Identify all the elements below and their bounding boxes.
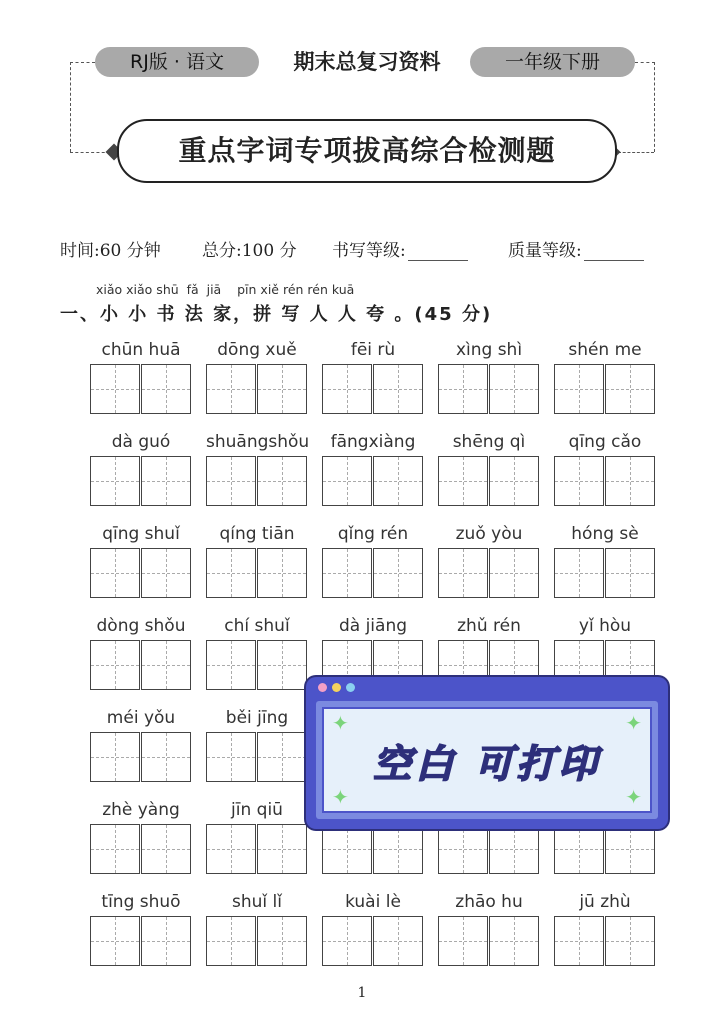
page-title: 重点字词专项拔高综合检测题 [117,119,617,183]
writing-cell[interactable] [90,824,140,874]
total-score-label: 总分:100 分 [202,241,297,261]
pinyin-label: hóng sè [571,524,639,544]
pinyin-label: shēng qì [452,432,526,452]
writing-cell[interactable] [554,548,604,598]
writing-grade [332,236,468,261]
dot-icon [332,683,341,692]
writing-cell[interactable] [206,364,256,414]
writing-cell[interactable] [90,456,140,506]
connector-line [70,62,71,152]
dot-icon [318,683,327,692]
dot-icon [346,683,355,692]
sparkle-icon: ✦ [332,785,349,809]
writing-cell[interactable] [322,548,372,598]
writing-cell[interactable] [554,916,604,966]
pinyin-label: qīng cǎo [568,432,642,452]
sparkle-icon: ✦ [625,785,642,809]
writing-cell[interactable] [257,364,307,414]
writing-cell[interactable] [322,364,372,414]
writing-cell[interactable] [90,916,140,966]
writing-cell[interactable] [605,916,655,966]
writing-cell[interactable] [605,824,655,874]
writing-cell[interactable] [438,824,488,874]
pinyin-label: fāngxiàng [330,432,416,452]
writing-cell[interactable] [257,732,307,782]
sparkle-icon: ✦ [625,711,642,735]
pinyin-label: xìng shì [455,340,523,360]
writing-cell[interactable] [489,916,539,966]
pinyin-label: shén me [568,340,642,360]
writing-cell[interactable] [438,548,488,598]
pinyin-label: qǐng rén [337,524,409,544]
writing-cell[interactable] [257,916,307,966]
writing-cell[interactable] [554,364,604,414]
writing-cell[interactable] [141,364,191,414]
pinyin-label: zhǔ rén [457,616,521,636]
writing-cell[interactable] [489,364,539,414]
pinyin-label: zuǒ yòu [455,524,523,544]
writing-cell[interactable] [373,916,423,966]
writing-grade-blank[interactable] [408,242,468,261]
writing-cell[interactable] [373,456,423,506]
writing-cell[interactable] [141,548,191,598]
writing-cell[interactable] [257,640,307,690]
pinyin-label: shuǐ lǐ [232,892,282,912]
question-pinyin: xiǎo xiǎo shū fǎ jiā pīn xiě rén rén kuā [96,282,355,297]
writing-cell[interactable] [90,364,140,414]
writing-cell[interactable] [90,732,140,782]
writing-cell[interactable] [206,824,256,874]
pinyin-label: qīng shuǐ [102,524,180,544]
pinyin-label: chí shuǐ [224,616,290,636]
quality-grade-label: 质量等级: [508,241,582,261]
writing-cell[interactable] [554,824,604,874]
writing-cell[interactable] [141,824,191,874]
stamp-titlebar [306,677,668,697]
writing-cell[interactable] [257,824,307,874]
pinyin-label: zhāo hu [455,892,523,912]
writing-cell[interactable] [206,640,256,690]
connector-line [70,62,95,63]
pinyin-label: jū zhù [579,892,631,912]
connector-line [618,152,654,153]
pinyin-label: zhè yàng [102,800,180,820]
pinyin-label: méi yǒu [106,708,176,728]
writing-cell[interactable] [322,456,372,506]
writing-cell[interactable] [141,732,191,782]
pinyin-label: shuāngshǒu [206,432,310,452]
writing-cell[interactable] [489,548,539,598]
writing-cell[interactable] [141,640,191,690]
sparkle-icon: ✦ [332,711,349,735]
pinyin-label: dà jiāng [338,616,408,636]
writing-cell[interactable] [438,456,488,506]
pinyin-label: dōng xuě [217,340,297,360]
writing-cell[interactable] [322,824,372,874]
writing-cell[interactable] [206,732,256,782]
quality-grade-blank[interactable] [584,242,644,261]
stamp-text: 空白 可打印 [373,742,601,786]
series-title: 期末总复习资料 [293,50,441,74]
pinyin-label: fēi rù [350,340,396,360]
quality-grade [508,236,644,261]
pinyin-label: dà guó [111,432,171,452]
writing-cell[interactable] [489,824,539,874]
pinyin-label: yǐ hòu [578,616,632,636]
writing-cell[interactable] [141,916,191,966]
writing-cell[interactable] [206,916,256,966]
writing-cell[interactable] [206,548,256,598]
grade-label: 一年级下册 [470,47,635,77]
writing-cell[interactable] [489,456,539,506]
writing-cell[interactable] [554,456,604,506]
pinyin-label: kuài lè [345,892,401,912]
pinyin-label: běi jīng [225,708,289,728]
writing-cell[interactable] [322,916,372,966]
connector-line [70,152,110,153]
writing-cell[interactable] [373,824,423,874]
writing-grade-label: 书写等级: [332,241,406,261]
pinyin-label: chūn huā [101,340,181,360]
writing-cell[interactable] [257,456,307,506]
pinyin-label: qíng tiān [219,524,295,544]
writing-cell[interactable] [438,916,488,966]
pinyin-label: tīng shuō [101,892,181,912]
writing-cell[interactable] [90,548,140,598]
question-heading: 一、小 小 书 法 家，拼 写 人 人 夸 。(45 分) [60,304,493,325]
stamp-panel [322,707,652,813]
writing-cell[interactable] [438,364,488,414]
pinyin-label: jīn qiū [231,800,283,820]
writing-cell[interactable] [373,364,423,414]
writing-cell[interactable] [141,456,191,506]
stamp-frame [316,701,658,819]
writing-cell[interactable] [605,456,655,506]
writing-cell[interactable] [605,364,655,414]
printable-stamp [306,677,668,829]
writing-cell[interactable] [257,548,307,598]
page-number: 1 [357,985,367,1001]
writing-cell[interactable] [206,456,256,506]
writing-cell[interactable] [605,548,655,598]
time-label: 时间:60 分钟 [60,241,161,261]
subject-label: RJ版 · 语文 [95,47,259,77]
writing-cell[interactable] [90,640,140,690]
connector-line [654,62,655,152]
writing-cell[interactable] [373,548,423,598]
connector-line [635,62,655,63]
pinyin-label: dòng shǒu [96,616,186,636]
